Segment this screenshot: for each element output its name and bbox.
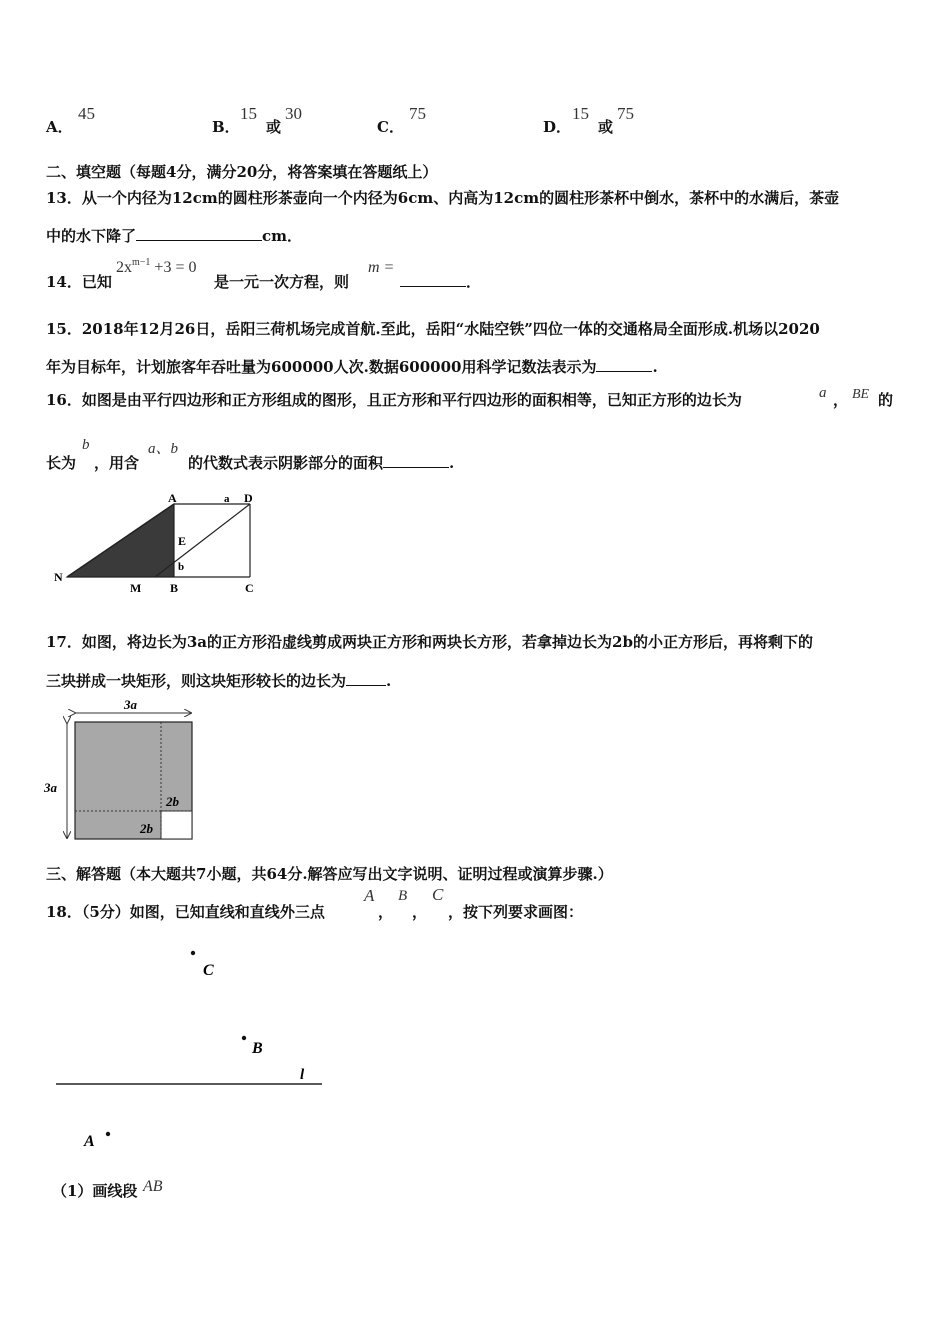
q16-line2-mid: ，用含 <box>94 454 140 472</box>
point-a-label: A <box>84 1133 95 1150</box>
option-b-value-2: 30 <box>285 104 302 123</box>
q16-end: . <box>449 454 455 472</box>
q18-sep2: ， <box>412 903 428 921</box>
q14-expr-rest: +3 = 0 <box>154 259 197 276</box>
option-c-label: C． <box>377 118 404 136</box>
label-c-point: C <box>245 581 254 595</box>
q13-line2 <box>46 225 302 246</box>
label-b-point: B <box>170 581 179 595</box>
label-n-point: N <box>54 570 63 584</box>
q18-point-c: C <box>432 885 444 904</box>
q14-pre: 14．已知 <box>46 273 112 291</box>
q16-line1-post: 的 <box>878 391 894 409</box>
q14-expr-exponent: m−1 <box>132 257 151 268</box>
q13-line2-post: cm． <box>262 227 303 245</box>
q14-mid: 是一元一次方程，则 <box>214 273 350 291</box>
q18-post: ，按下列要求画图： <box>448 903 584 921</box>
q16-var-ab: a、b <box>148 441 179 457</box>
point-c-dot <box>191 951 195 955</box>
option-d <box>543 116 571 137</box>
q17-answer-blank[interactable] <box>346 685 386 686</box>
label-a-point: A <box>168 491 177 505</box>
label-b-side: b <box>178 561 185 573</box>
q15-answer-blank[interactable] <box>596 371 652 372</box>
section-2-title: 二、填空题（每题4分，满分20分，将答案填在答题纸上） <box>46 163 438 181</box>
q18-point-a: A <box>364 886 375 905</box>
option-b-or: 或 <box>266 118 282 136</box>
q15-line2-pre: 年为目标年，计划旅客年吞吐量为600000人次.数据600000用科学记数法表示为 <box>46 358 597 376</box>
option-a <box>46 116 73 137</box>
q16-comma: ， <box>833 391 849 409</box>
q16-line2-pre: 长为 <box>46 454 77 472</box>
option-d-value-2: 75 <box>617 104 634 123</box>
q16-line1-pre: 16．如图是由平行四边形和正方形组成的图形，且正方形和平行四边形的面积相等，已知正方形的边长为 <box>46 391 742 409</box>
q16-var-b: b <box>82 437 90 453</box>
q13-answer-blank[interactable] <box>136 240 262 241</box>
option-a-value: 45 <box>78 104 95 123</box>
q14-post: ． <box>466 273 482 291</box>
point-c-label: C <box>203 962 214 979</box>
q14-var-m: m = <box>368 259 395 276</box>
q17-line1: 17．如图，将边长为3a的正方形沿虚线剪成两块正方形和两块长方形，若拿掉边长为2b的小正方形后，再将剩下的 <box>46 633 813 651</box>
option-b <box>212 116 240 137</box>
inner-label-2b-right: 2b <box>166 794 179 809</box>
top-dimension-label: 3a <box>124 697 137 712</box>
point-b-dot <box>242 1036 246 1040</box>
inner-label-2b-bottom: 2b <box>140 821 153 836</box>
q15-line2-post: . <box>652 358 658 376</box>
q16-var-a: a <box>819 385 827 401</box>
q18-figure <box>50 940 340 1155</box>
q15-line1: 15．2018年12月26日，岳阳三荷机场完成首航.至此，岳阳“水陆空铁”四位一体的交通格局全面形成.机场以2020 <box>46 320 820 338</box>
q17-line2-pre: 三块拼成一块矩形，则这块矩形较长的边长为 <box>46 672 347 690</box>
q14-answer-blank[interactable] <box>400 286 466 287</box>
option-a-label: A． <box>46 118 73 136</box>
q17-figure <box>42 696 202 844</box>
q18-part1 <box>52 1180 137 1201</box>
section-3-title: 三、解答题（本大题共7小题，共64分.解答应写出文字说明、证明过程或演算步骤.） <box>46 865 613 883</box>
q14-equation <box>116 259 196 277</box>
point-a-dot <box>106 1132 110 1136</box>
line-l-label: l <box>300 1067 305 1083</box>
q16-line2-post: 的代数式表示阴影部分的面积 <box>188 454 384 472</box>
option-c-value: 75 <box>409 104 426 123</box>
q17-line2-post: . <box>386 672 392 690</box>
q14-expr-base: 2x <box>116 259 132 276</box>
q16-var-be: BE <box>852 387 870 402</box>
q18-sep1: ， <box>378 903 394 921</box>
q17-line2 <box>46 670 391 691</box>
q13-line1: 13．从一个内径为12cm的圆柱形茶壶向一个内径为6cm、内高为12cm的圆柱形茶杯中倒水，茶杯中的水满后，茶壶 <box>46 189 840 207</box>
option-d-value-1: 15 <box>572 104 589 123</box>
point-b-label: B <box>252 1040 263 1057</box>
label-a-side: a <box>224 493 230 505</box>
q14-answer <box>400 271 481 292</box>
q13-line2-pre: 中的水下降了 <box>46 227 137 245</box>
q16-line2 <box>188 452 454 473</box>
q16-answer-blank[interactable] <box>383 467 449 468</box>
left-dimension-label: 3a <box>44 780 57 795</box>
label-d-point: D <box>244 491 253 505</box>
q16-figure <box>50 490 265 600</box>
label-e-point: E <box>178 534 187 548</box>
option-d-label: D． <box>543 118 572 136</box>
q18-part1-segment: AB <box>143 1178 163 1195</box>
removed-small-square <box>161 811 192 839</box>
option-d-or: 或 <box>598 118 614 136</box>
option-b-value-1: 15 <box>240 104 257 123</box>
q15-line2 <box>46 356 658 377</box>
q18-point-b: B <box>398 888 408 904</box>
label-m-point: M <box>130 581 142 595</box>
q18-pre: 18．（5分）如图，已知直线和直线外三点 <box>46 903 325 921</box>
option-c <box>377 116 404 137</box>
q18-part1-pre: （1）画线段 <box>52 1182 138 1200</box>
option-b-label: B． <box>212 118 240 136</box>
